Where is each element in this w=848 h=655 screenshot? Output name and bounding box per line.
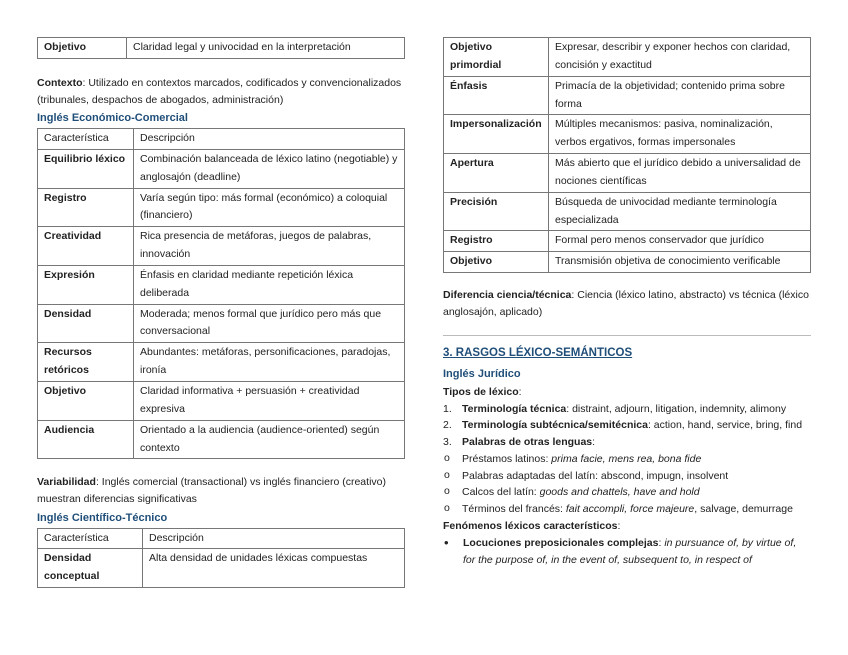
variabilidad-label: Variabilidad bbox=[37, 476, 96, 489]
table-cell-value: Más abierto que el jurídico debido a universalidad de nociones científicas bbox=[549, 154, 811, 193]
list-item-label: Terminología subtécnica/semitécnica bbox=[462, 419, 648, 432]
table-cell-key: Apertura bbox=[444, 154, 549, 193]
column-header: Descripción bbox=[143, 528, 405, 549]
list-item-italic: fait accompli, force majeure bbox=[565, 503, 695, 516]
table-row bbox=[444, 76, 811, 115]
table-cell-value: Combinación balanceada de léxico latino (negotiable) y anglosajón (deadline) bbox=[134, 149, 405, 188]
list-number: 3. bbox=[443, 436, 452, 449]
list-item-text: Términos del francés: bbox=[462, 503, 566, 516]
juridico-heading: Inglés Jurídico bbox=[443, 368, 521, 381]
table-cell-key: Densidad bbox=[38, 304, 134, 343]
fenomenos-label: Fenómenos léxicos característicos bbox=[443, 520, 618, 533]
table-cell-value: Búsqueda de univocidad mediante terminología especializada bbox=[549, 192, 811, 231]
otras-lenguas-list bbox=[443, 451, 811, 518]
section-divider bbox=[443, 335, 811, 336]
list-item-text: : distraint, adjourn, litigation, indemnity, alimony bbox=[566, 402, 787, 415]
cientifico-table bbox=[37, 528, 405, 589]
tipos-label: Tipos de léxico bbox=[443, 385, 519, 398]
list-item-italic: prima facie, mens rea, bona fide bbox=[551, 452, 702, 465]
list-item-text: Calcos del latín: bbox=[462, 486, 540, 499]
list-item-label: Terminología técnica bbox=[462, 402, 567, 415]
cientifico-continued-table bbox=[443, 37, 811, 273]
table-cell-value: Claridad informativa + persuasión + creatividad expresiva bbox=[134, 382, 405, 421]
table-cell-value: Transmisión objetiva de conocimiento verificable bbox=[549, 252, 811, 273]
list-item bbox=[443, 468, 811, 485]
list-item-text: : bbox=[592, 436, 596, 449]
table-cell-value: Abundantes: metáforas, personificaciones, paradojas, ironía bbox=[134, 343, 405, 382]
section-heading: 3. RASGOS LÉXICO-SEMÁNTICOS bbox=[443, 346, 633, 359]
table-cell-key: Registro bbox=[38, 188, 134, 227]
table-row bbox=[444, 38, 811, 77]
list-item-text: Palabras adaptadas del latín: abscond, impugn, insolvent bbox=[462, 469, 729, 482]
list-number: 2. bbox=[443, 419, 452, 432]
fenomenos-list bbox=[443, 535, 811, 569]
contexto-label: Contexto bbox=[37, 76, 83, 89]
table-cell-value: Claridad legal y univocidad en la interpretación bbox=[127, 38, 405, 59]
list-item bbox=[443, 535, 811, 569]
table-row bbox=[38, 549, 405, 588]
list-item-tail: , salvage, demurrage bbox=[694, 503, 793, 516]
left-column bbox=[37, 37, 405, 588]
list-item-italic: in pursuance of, by virtue of, for the purpose of, in the event of, subsequent to, in respect of bbox=[463, 536, 797, 566]
list-item bbox=[443, 451, 811, 468]
contexto-text: : Utilizado en contextos marcados, codificados y convencionalizados (tribunales, despachos de abogados, administración) bbox=[37, 76, 402, 106]
list-item bbox=[443, 401, 811, 418]
list-item bbox=[443, 434, 811, 451]
tipos-paragraph bbox=[443, 384, 811, 401]
table-header-row bbox=[38, 129, 405, 150]
list-item-text: : action, hand, service, bring, find bbox=[647, 419, 803, 432]
table-cell-value: Varía según tipo: más formal (económico) a coloquial (financiero) bbox=[134, 188, 405, 227]
table-cell-value: Orientado a la audiencia (audience-oriented) según contexto bbox=[134, 420, 405, 459]
list-item-label: Locuciones preposicionales complejas bbox=[463, 536, 659, 549]
table-cell-value: Expresar, describir y exponer hechos con claridad, concisión y exactitud bbox=[549, 38, 811, 77]
table-cell-key: Precisión bbox=[444, 192, 549, 231]
column-header: Descripción bbox=[134, 129, 405, 150]
variabilidad-paragraph bbox=[37, 474, 405, 508]
table-row bbox=[38, 188, 405, 227]
fenomenos-paragraph bbox=[443, 518, 811, 535]
table-cell-value: Múltiples mecanismos: pasiva, nominalización, verbos ergativos, formas impersonales bbox=[549, 115, 811, 154]
table-row bbox=[38, 149, 405, 188]
table-cell-key: Énfasis bbox=[444, 76, 549, 115]
table-cell-key: Recursos retóricos bbox=[38, 343, 134, 382]
table-cell-value: Rica presencia de metáforas, juegos de palabras, innovación bbox=[134, 227, 405, 266]
table-cell-value: Formal pero menos conservador que jurídico bbox=[549, 231, 811, 252]
table-cell-value: Énfasis en claridad mediante repetición léxica deliberada bbox=[134, 265, 405, 304]
table-row bbox=[38, 227, 405, 266]
table-cell-value: Alta densidad de unidades léxicas compuestas bbox=[143, 549, 405, 588]
table-row bbox=[444, 252, 811, 273]
cientifico-heading: Inglés Científico-Técnico bbox=[37, 511, 168, 524]
table-row bbox=[444, 115, 811, 154]
table-cell-key: Objetivo bbox=[444, 252, 549, 273]
table-cell-value: Primacía de la objetividad; contenido prima sobre forma bbox=[549, 76, 811, 115]
diferencia-paragraph bbox=[443, 287, 811, 321]
objetivo-table bbox=[37, 37, 405, 59]
table-cell-key: Objetivo bbox=[38, 382, 134, 421]
tipos-colon: : bbox=[518, 385, 522, 398]
list-item bbox=[443, 501, 811, 518]
table-cell-key: Impersonalización bbox=[444, 115, 549, 154]
table-cell-key: Creatividad bbox=[38, 227, 134, 266]
economico-table bbox=[37, 128, 405, 459]
table-row bbox=[444, 154, 811, 193]
table-row bbox=[444, 231, 811, 252]
table-row bbox=[38, 420, 405, 459]
economico-heading: Inglés Económico-Comercial bbox=[37, 112, 188, 125]
list-item bbox=[443, 484, 811, 501]
list-item-italic: goods and chattels, have and hold bbox=[539, 486, 700, 499]
list-item-colon: : bbox=[658, 536, 665, 549]
table-row bbox=[444, 192, 811, 231]
table-cell-key: Equilibrio léxico bbox=[38, 149, 134, 188]
table-cell-key: Densidad conceptual bbox=[38, 549, 143, 588]
diferencia-label: Diferencia ciencia/técnica bbox=[443, 289, 572, 302]
list-item-label: Palabras de otras lenguas bbox=[462, 436, 593, 449]
table-row bbox=[38, 38, 405, 59]
table-row bbox=[38, 382, 405, 421]
table-row bbox=[38, 265, 405, 304]
list-item-text: Préstamos latinos: bbox=[462, 452, 552, 465]
contexto-paragraph bbox=[37, 75, 405, 109]
table-cell-key: Expresión bbox=[38, 265, 134, 304]
fenomenos-colon: : bbox=[617, 520, 621, 533]
variabilidad-text: : Inglés comercial (transactional) vs inglés financiero (creativo) muestran diferencias significativas bbox=[37, 476, 386, 506]
tipos-list bbox=[443, 401, 811, 451]
table-cell-value: Moderada; menos formal que jurídico pero más que conversacional bbox=[134, 304, 405, 343]
table-cell-key: Objetivo primordial bbox=[444, 38, 549, 77]
table-cell-key: Registro bbox=[444, 231, 549, 252]
diferencia-text: : Ciencia (léxico latino, abstracto) vs técnica (léxico anglosajón, aplicado) bbox=[443, 289, 809, 318]
table-row bbox=[38, 304, 405, 343]
list-item bbox=[443, 417, 811, 434]
right-column bbox=[443, 37, 811, 568]
table-header-row bbox=[38, 528, 405, 549]
list-number: 1. bbox=[443, 402, 452, 415]
table-cell-key: Audiencia bbox=[38, 420, 134, 459]
column-header: Característica bbox=[38, 528, 143, 549]
column-header: Característica bbox=[38, 129, 134, 150]
table-row bbox=[38, 343, 405, 382]
table-cell-key: Objetivo bbox=[38, 38, 127, 59]
